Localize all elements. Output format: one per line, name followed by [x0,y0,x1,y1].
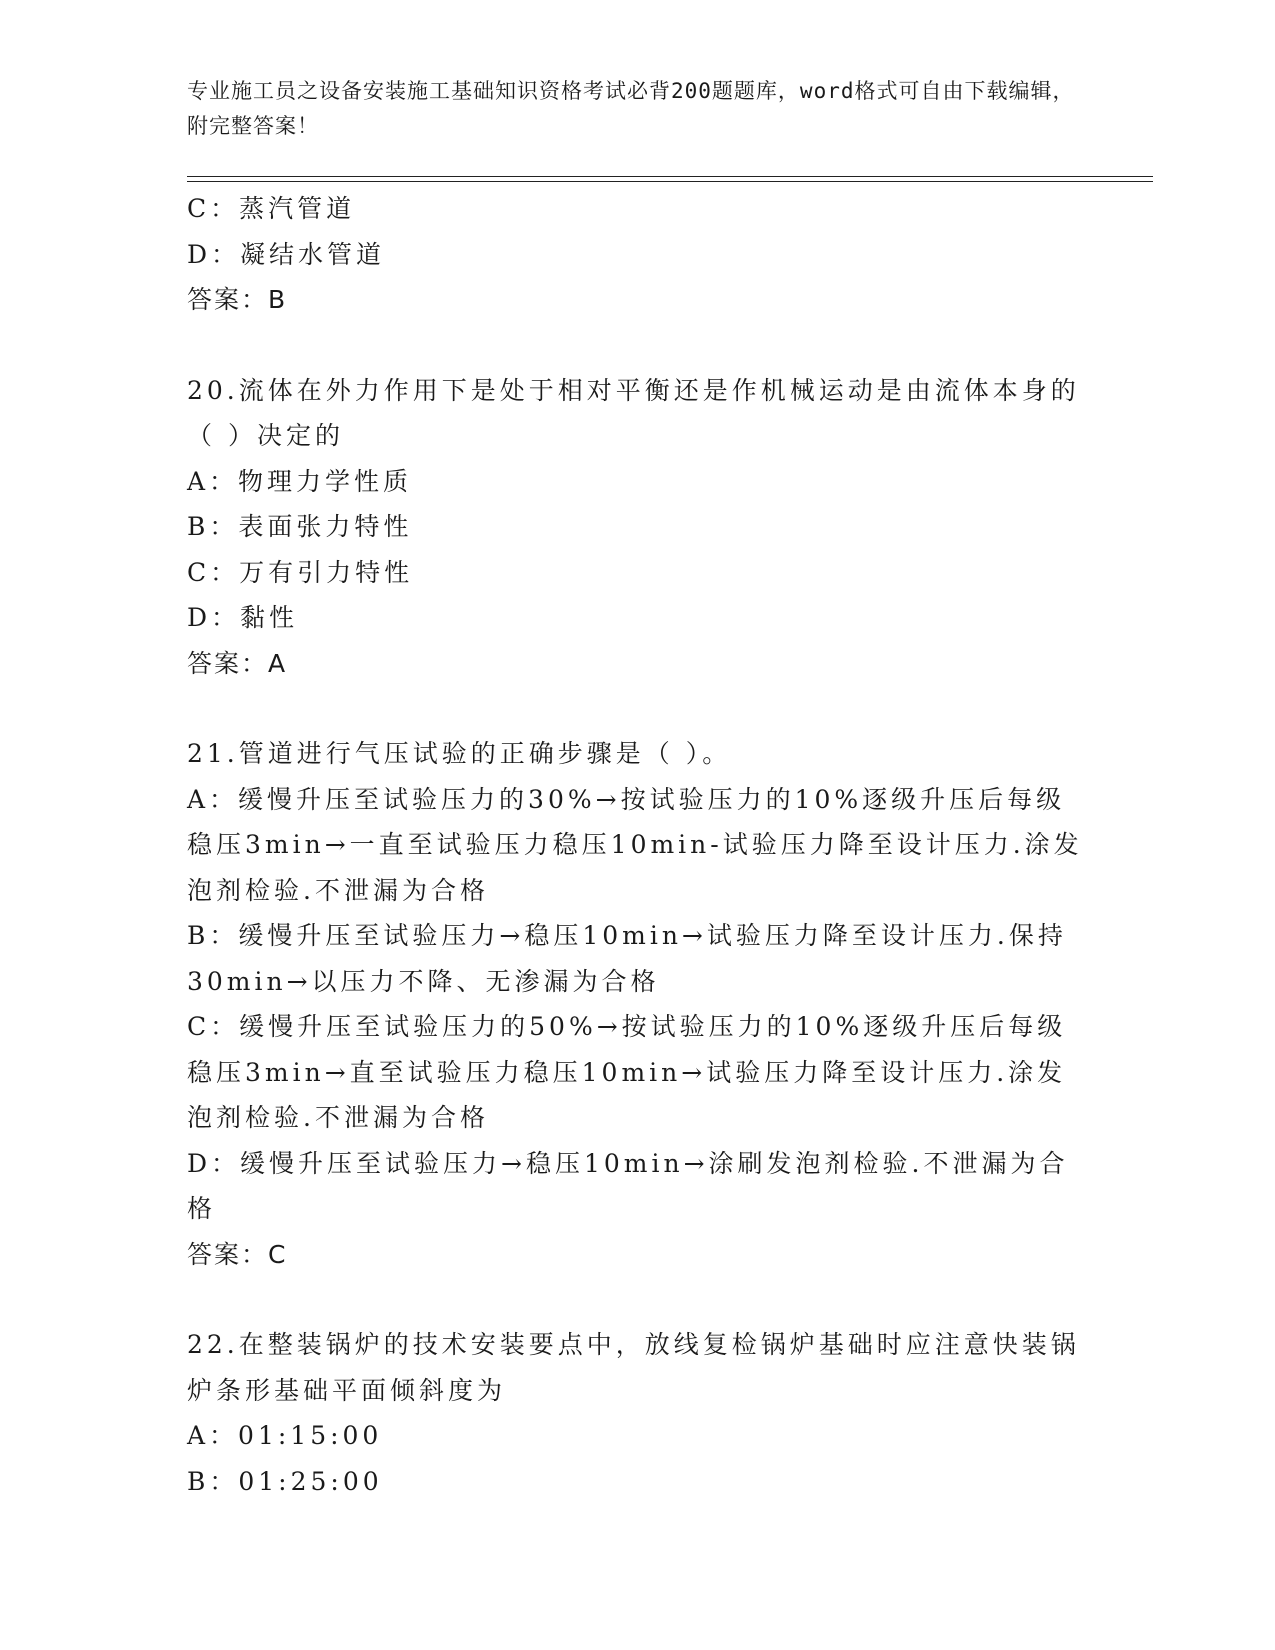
header-title: 专业施工员之设备安装施工基础知识资格考试必背200题题库，word格式可自由下载编辑，附完整答案！ [187,79,1075,138]
spacer [187,323,1087,368]
question-19-tail [187,186,1087,323]
question-list [187,186,1087,1504]
option-c: C：缓慢升压至试验压力的50%→按试验压力的10%逐级升压后每级稳压3min→直至试验压力稳压10min→试验压力降至设计压力.涂发泡剂检验.不泄漏为合格 [187,1012,1067,1132]
option-c: C：万有引力特性 [187,557,414,587]
question-22 [187,1322,1087,1504]
answer: 答案：A [187,648,288,678]
header-divider-bottom [187,181,1153,182]
option-d: D：凝结水管道 [187,239,386,269]
option-c: C：蒸汽管道 [187,194,356,223]
answer: 答案：B [187,285,288,314]
option-d: D：黏性 [187,603,299,632]
option-d: D：缓慢升压至试验压力→稳压10min→涂刷发泡剂检验.不泄漏为合格 [187,1148,1069,1223]
question-stem: 22.在整装锅炉的技术安装要点中，放线复检锅炉基础时应注意快装锅炉条形基础平面倾斜度为 [187,1330,1080,1405]
document-header [187,74,1087,144]
option-a: A：01:15:00 [187,1421,383,1450]
option-b: B：缓慢升压至试验压力→稳压10min→试验压力降至设计压力.保持30min→以压力不降、无渗漏为合格 [187,921,1067,996]
option-a: A：缓慢升压至试验压力的30%→按试验压力的10%逐级升压后每级稳压3min→一直至试验压力稳压10min-试验压力降至设计压力.涂发泡剂检验.不泄漏为合格 [187,784,1083,905]
header-divider-top [187,176,1153,177]
spacer [187,1277,1087,1322]
question-stem: 21.管道进行气压试验的正确步骤是（ ）。 [187,739,732,768]
answer: 答案：C [187,1239,288,1269]
question-stem: 20.流体在外力作用下是处于相对平衡还是作机械运动是由流体本身的（ ）决定的 [187,375,1080,450]
spacer [187,686,1087,731]
option-b: B：01:25:00 [187,1466,383,1496]
question-21 [187,731,1087,1277]
option-b: B：表面张力特性 [187,512,413,541]
question-20 [187,368,1087,687]
option-a: A：物理力学性质 [187,466,413,496]
